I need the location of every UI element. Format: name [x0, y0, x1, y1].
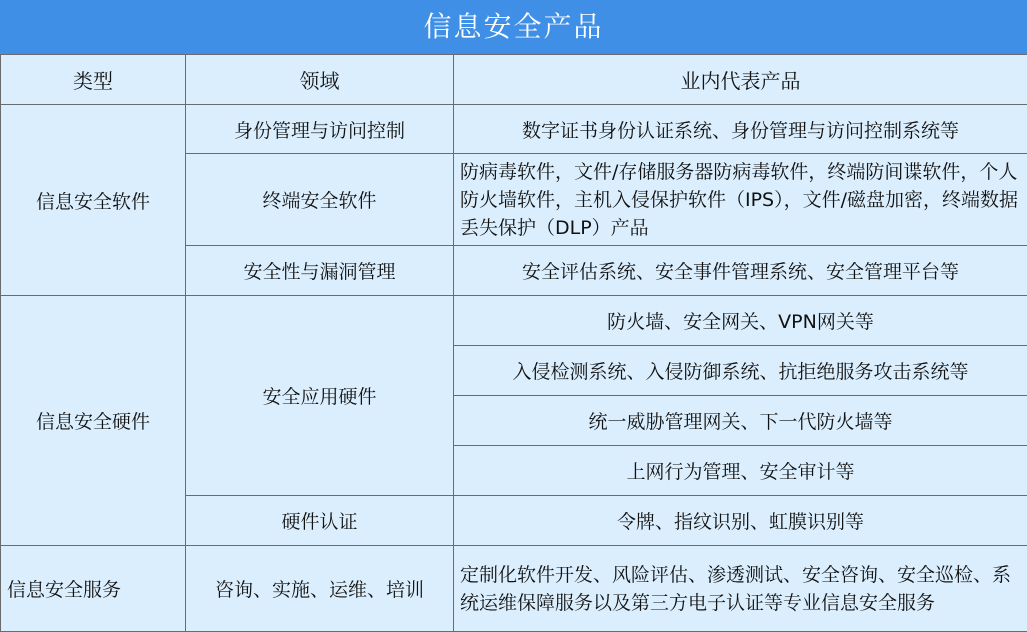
table-title: 信息安全产品 — [0, 0, 1027, 54]
field-cell: 安全应用硬件 — [186, 296, 454, 496]
header-type: 类型 — [1, 55, 186, 105]
products-cell: 统一威胁管理网关、下一代防火墙等 — [454, 396, 1027, 446]
table-row — [1, 546, 1027, 632]
field-cell: 硬件认证 — [186, 496, 454, 546]
header-products: 业内代表产品 — [454, 55, 1027, 105]
type-cell: 信息安全软件 — [1, 105, 186, 296]
type-cell: 信息安全硬件 — [1, 296, 186, 546]
products-cell: 定制化软件开发、风险评估、渗透测试、安全咨询、安全巡检、系统运维保障服务以及第三方电子认证等专业信息安全服务 — [454, 546, 1027, 632]
table-row — [1, 296, 1027, 346]
products-cell: 防火墙、安全网关、VPN网关等 — [454, 296, 1027, 346]
products-cell: 防病毒软件，文件/存储服务器防病毒软件，终端防间谍软件，个人防火墙软件，主机入侵保护软件（IPS），文件/磁盘加密，终端数据丢失保护（DLP）产品 — [454, 154, 1027, 246]
table-row — [1, 105, 1027, 154]
header-row — [1, 55, 1027, 105]
header-field: 领域 — [186, 55, 454, 105]
field-cell: 身份管理与访问控制 — [186, 105, 454, 154]
products-cell: 令牌、指纹识别、虹膜识别等 — [454, 496, 1027, 546]
products-cell: 上网行为管理、安全审计等 — [454, 446, 1027, 496]
type-cell: 信息安全服务 — [1, 546, 186, 632]
field-cell: 终端安全软件 — [186, 154, 454, 246]
field-cell: 安全性与漏洞管理 — [186, 246, 454, 296]
products-cell: 入侵检测系统、入侵防御系统、抗拒绝服务攻击系统等 — [454, 346, 1027, 396]
products-cell: 数字证书身份认证系统、身份管理与访问控制系统等 — [454, 105, 1027, 154]
products-table — [0, 54, 1027, 632]
products-cell: 安全评估系统、安全事件管理系统、安全管理平台等 — [454, 246, 1027, 296]
field-cell: 咨询、实施、运维、培训 — [186, 546, 454, 632]
